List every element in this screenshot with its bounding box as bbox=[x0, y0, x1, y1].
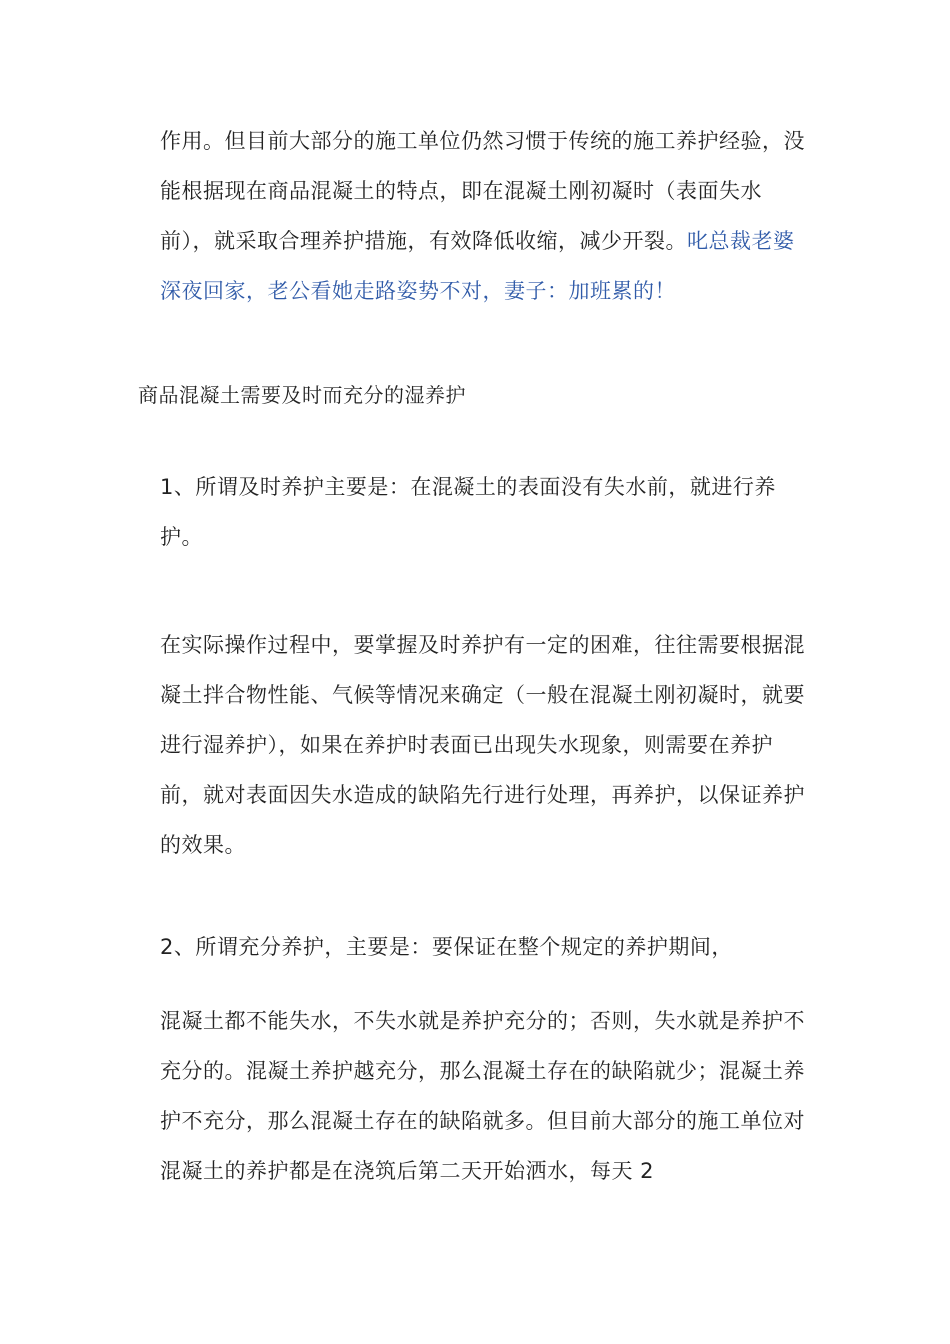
point-1-detail-paragraph: 在实际操作过程中，要掌握及时养护有一定的困难，往往需要根据混凝土拌合物性能、气候等情况来确定（一般在混凝土刚初凝时，就要进行湿养护），如果在养护时表面已出现失水现象，则需要在养护前，就对表面因失水造成的缺陷先行进行处理，再养护，以保证养护的效果。 bbox=[160, 633, 805, 857]
point-2-paragraph: 2、所谓充分养护，主要是：要保证在整个规定的养护期间， bbox=[160, 935, 733, 959]
intro-paragraph bbox=[160, 116, 810, 316]
promo-link[interactable]: 叱总裁老婆深夜回家，老公看她走路姿势不对，妻子：加班累的！ bbox=[160, 229, 795, 303]
point-2-detail-paragraph: 混凝土都不能失水，不失水就是养护充分的；否则，失水就是养护不充分的。混凝土养护越充分，那么混凝土存在的缺陷就少；混凝土养护不充分，那么混凝土存在的缺陷就多。但目前大部分的施工单位对混凝土的养护都是在浇筑后第二天开始洒水，每天 2 bbox=[160, 1009, 805, 1183]
intro-text: 作用。但目前大部分的施工单位仍然习惯于传统的施工养护经验，没能根据现在商品混凝土的特点，即在混凝土刚初凝时（表面失水前），就采取合理养护措施，有效降低收缩，减少开裂。 bbox=[160, 129, 805, 253]
section-heading: 商品混凝土需要及时而充分的湿养护 bbox=[138, 383, 466, 407]
point-1-paragraph: 1、所谓及时养护主要是：在混凝土的表面没有失水前，就进行养护。 bbox=[160, 475, 776, 549]
